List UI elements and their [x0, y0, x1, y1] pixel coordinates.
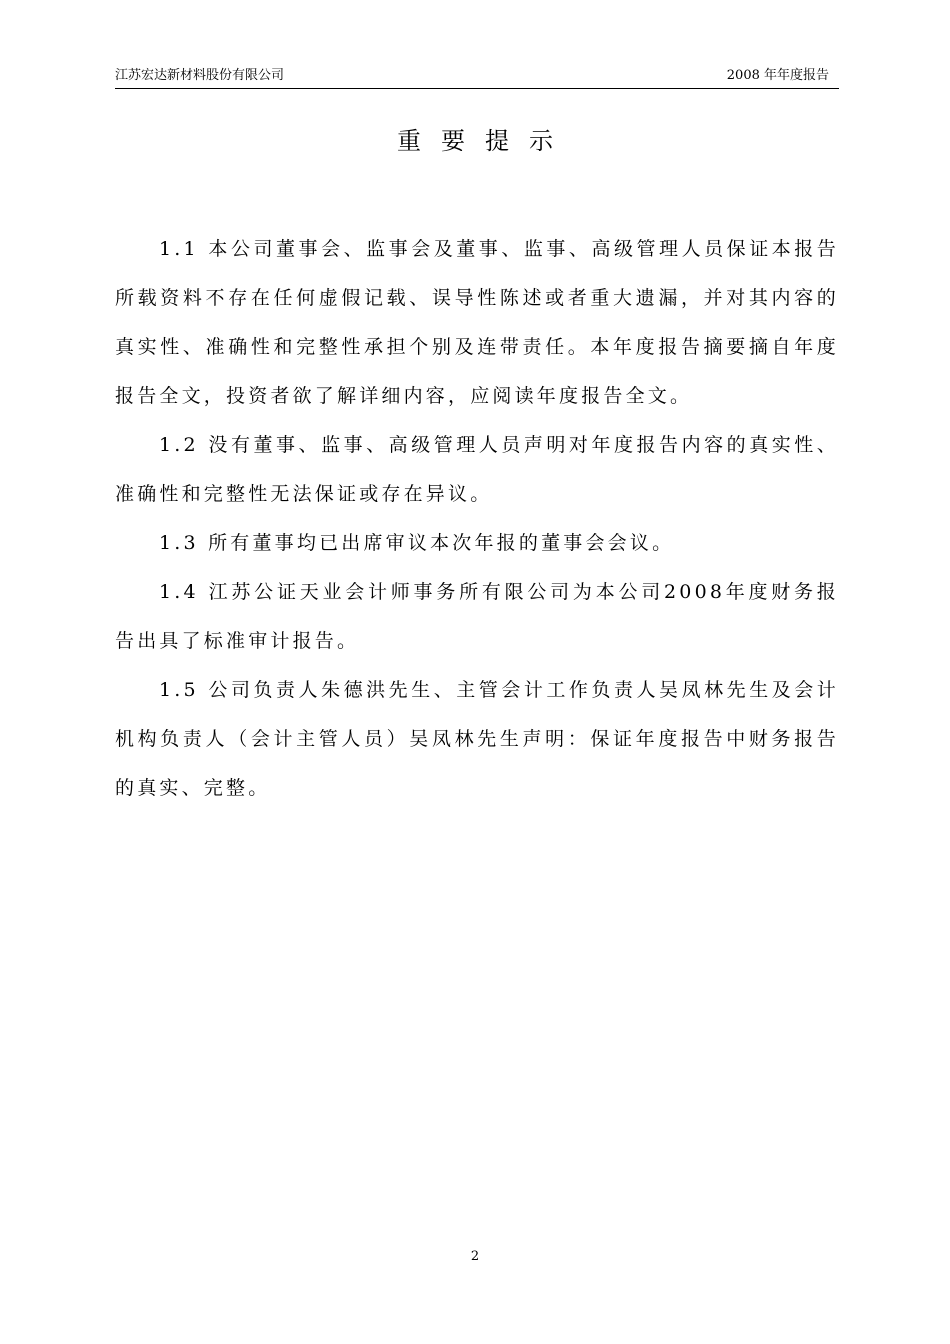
header-report-title: 2008 年年度报告 [726, 68, 829, 83]
paragraph-number: 1.3 [159, 532, 199, 554]
paragraph-number: 1.5 [159, 679, 199, 701]
paragraph-text: 公司负责人朱德洪先生、主管会计工作负责人吴凤林先生及会计机构负责人（会计主管人员）吴凤林先生声明：保证年度报告中财务报告的真实、完整。 [115, 679, 839, 799]
page-title: 重要提示 [397, 127, 573, 155]
paragraph-1-5 [115, 666, 839, 813]
page-number: 2 [470, 1249, 480, 1264]
paragraph-1-2 [115, 421, 839, 519]
paragraph-number: 1.4 [159, 581, 199, 603]
paragraph-1-1 [115, 225, 839, 421]
paragraph-text: 没有董事、监事、高级管理人员声明对年度报告内容的真实性、准确性和完整性无法保证或存在异议。 [115, 434, 839, 505]
paragraph-text: 江苏公证天业会计师事务所有限公司为本公司2008年度财务报告出具了标准审计报告。 [115, 581, 839, 652]
page-header [115, 64, 839, 89]
paragraph-number: 1.1 [159, 238, 199, 260]
paragraph-number: 1.2 [159, 434, 199, 456]
paragraph-1-3 [115, 519, 839, 568]
paragraph-text: 本公司董事会、监事会及董事、监事、高级管理人员保证本报告所载资料不存在任何虚假记载、误导性陈述或者重大遗漏，并对其内容的真实性、准确性和完整性承担个别及连带责任。本年度报告摘要摘自年度报告全文，投资者欲了解详细内容，应阅读年度报告全文。 [115, 238, 839, 407]
paragraph-text: 所有董事均已出席审议本次年报的董事会会议。 [208, 532, 675, 554]
document-body [115, 225, 839, 813]
header-company-name: 江苏宏达新材料股份有限公司 [115, 68, 285, 83]
paragraph-1-4 [115, 568, 839, 666]
